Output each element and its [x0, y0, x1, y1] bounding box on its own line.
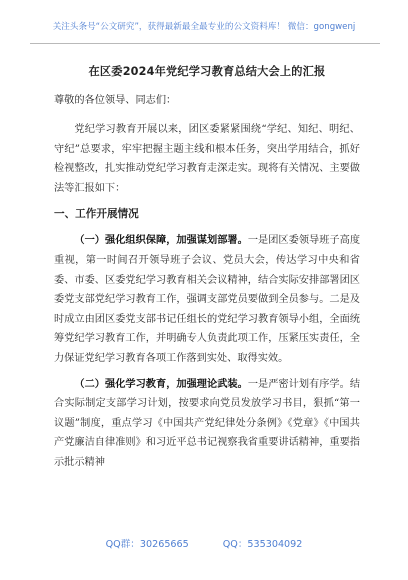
section-heading: 一、工作开展情况	[54, 208, 139, 221]
item-2-heading: （二）强化学习教育，加强理论武装。	[74, 377, 248, 390]
intro-paragraph: 党纪学习教育开展以来，团区委紧紧围绕“学纪、知纪、明纪、守纪”总要求，牢牢把握主题主线和根本任务，突出学用结合，抓好检视整改，扎实推动党纪学习教育走深走实。现将有关情况、主要做法等汇报如下：	[54, 124, 360, 194]
qq-contact: QQ：535304092	[222, 539, 303, 550]
item-1-heading: （一）强化组织保障，加强谋划部署。	[74, 234, 248, 247]
bottom-banner	[0, 536, 408, 550]
qq-group: QQ群：30265665	[105, 539, 189, 550]
item-2-text: 一是严密计划有序学。结合实际制定支部学习计划，按要求向党员发放学习书目，狠抓“第一议题”制度，重点学习《中国共产党纪律处分条例》《党章》《中国共产党廉洁自律准则》和习近平总书记视察我省重要讲话精神，重要指示批示精神	[54, 378, 361, 468]
item-1-text: 一是团区委领导班子高度重视，第一时间召开领导班子会议、党员大会，传达学习中央和省委、市委、区委党纪学习教育相关会议精神，结合实际安排部署团区委党支部党纪学习教育工作，强调支部党员要做到全员参与。二是及时成立由团区委党支部书记任组长的党纪学习教育领导小组，全面统筹党纪学习教育工作，并明确专人负责此项工作，压紧压实责任，全力保证党纪学习教育各项工作落到实处、取得实效。	[54, 235, 361, 364]
top-banner: 关注头条号“公文研究”，获得最新最全最专业的公文资料库！ 微信：gongwenj	[52, 22, 356, 32]
paragraph-item-1	[54, 231, 360, 368]
document-body	[54, 63, 360, 479]
header-divider	[30, 43, 380, 44]
salutation: 尊敬的各位领导、同志们：	[54, 95, 177, 106]
paragraph-item-2	[54, 375, 360, 473]
document-title: 在区委2024年党纪学习教育总结大会上的汇报	[88, 65, 326, 78]
